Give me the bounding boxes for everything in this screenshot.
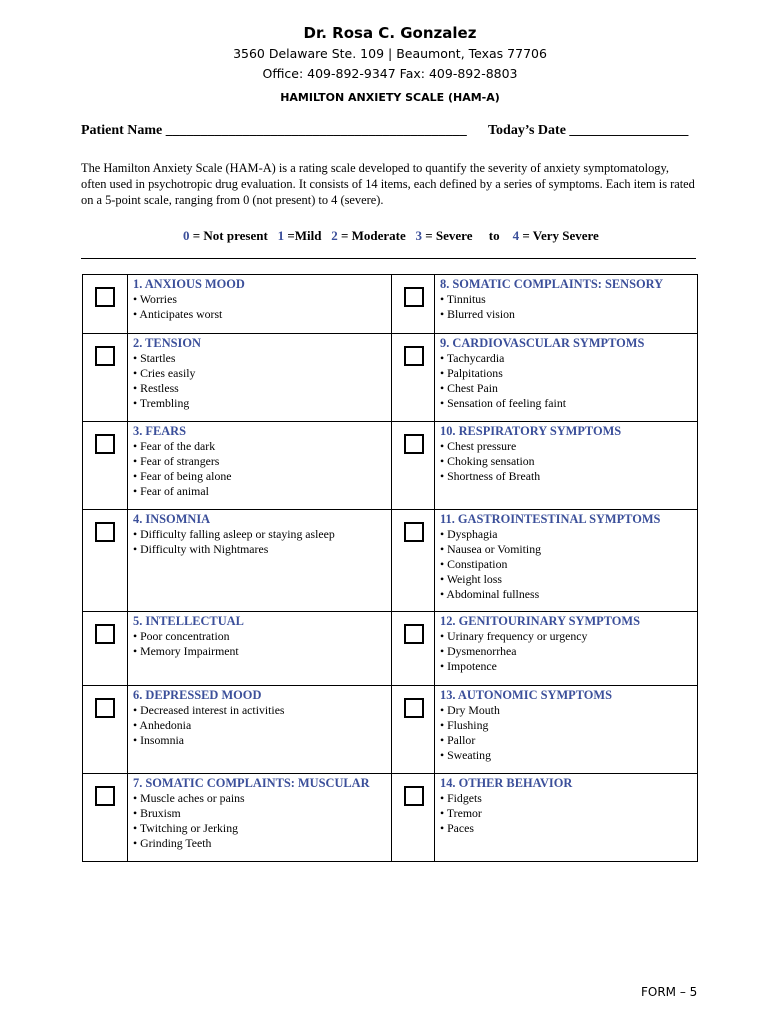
- symptom-item: • Weight loss: [440, 572, 502, 586]
- table-row: [83, 510, 698, 612]
- item-title: 6. DEPRESSED MOOD: [133, 688, 262, 702]
- item-cell: [435, 686, 698, 774]
- item-cell: [435, 510, 698, 612]
- table-row: [83, 686, 698, 774]
- symptom-item: • Difficulty with Nightmares: [133, 542, 269, 556]
- legend-to: to: [488, 228, 500, 243]
- symptom-item: • Tinnitus: [440, 292, 486, 306]
- item-checkbox[interactable]: [404, 624, 424, 644]
- symptom-item: • Anhedonia: [133, 718, 192, 732]
- symptom-item: • Trembling: [133, 396, 190, 410]
- symptom-item: • Constipation: [440, 557, 508, 571]
- symptom-item: • Restless: [133, 381, 179, 395]
- item-cell: [128, 612, 392, 686]
- checkbox-cell: [83, 510, 128, 612]
- table-row: [83, 422, 698, 510]
- symptom-item: • Worries: [133, 292, 177, 306]
- symptom-item: • Cries easily: [133, 366, 196, 380]
- symptom-item: • Twitching or Jerking: [133, 821, 238, 835]
- todays-date-group: [488, 123, 688, 139]
- item-title: 7. SOMATIC COMPLAINTS: MUSCULAR: [133, 776, 370, 790]
- item-checkbox[interactable]: [404, 698, 424, 718]
- item-cell: [435, 774, 698, 862]
- item-checkbox[interactable]: [95, 346, 115, 366]
- item-title: 10. RESPIRATORY SYMPTOMS: [440, 424, 622, 438]
- checkbox-cell: [83, 686, 128, 774]
- item-title: 13. AUTONOMIC SYMPTOMS: [440, 688, 612, 702]
- item-checkbox[interactable]: [95, 522, 115, 542]
- checkbox-cell: [83, 275, 128, 334]
- symptom-item: • Flushing: [440, 718, 489, 732]
- divider: [81, 258, 696, 259]
- item-title: 11. GASTROINTESTINAL SYMPTOMS: [440, 512, 661, 526]
- symptom-item: • Bruxism: [133, 806, 181, 820]
- checkbox-cell: [392, 612, 435, 686]
- legend-1-text: =Mild: [284, 228, 322, 243]
- symptom-item: • Paces: [440, 821, 474, 835]
- item-checkbox[interactable]: [95, 287, 115, 307]
- item-checkbox[interactable]: [95, 698, 115, 718]
- symptom-item: • Grinding Teeth: [133, 836, 212, 850]
- symptom-item: • Fear of strangers: [133, 454, 220, 468]
- todays-date-label: Today’s Date: [488, 123, 566, 138]
- clinic-address: 3560 Delaware Ste. 109 | Beaumont, Texas 77706: [233, 46, 547, 61]
- item-checkbox[interactable]: [404, 287, 424, 307]
- checkbox-cell: [83, 612, 128, 686]
- symptom-item: • Fear of animal: [133, 484, 209, 498]
- legend-3-number: 3: [415, 228, 422, 243]
- legend-4-text: = Very Severe: [519, 228, 599, 243]
- legend-2-text: = Moderate: [337, 228, 406, 243]
- item-cell: [128, 275, 392, 334]
- symptom-item: • Nausea or Vomiting: [440, 542, 542, 556]
- symptom-item: • Startles: [133, 351, 176, 365]
- patient-name-label: Patient Name: [81, 123, 163, 138]
- item-checkbox[interactable]: [95, 786, 115, 806]
- item-title: 8. SOMATIC COMPLAINTS: SENSORY: [440, 277, 664, 291]
- item-cell: [128, 510, 392, 612]
- symptom-item: • Abdominal fullness: [440, 587, 540, 601]
- item-title: 12. GENITOURINARY SYMPTOMS: [440, 614, 641, 628]
- symptom-item: • Tremor: [440, 806, 482, 820]
- symptom-item: • Tachycardia: [440, 351, 505, 365]
- symptom-item: • Difficulty falling asleep or staying asleep: [133, 527, 335, 541]
- item-checkbox[interactable]: [404, 522, 424, 542]
- symptom-item: • Choking sensation: [440, 454, 535, 468]
- item-cell: [128, 334, 392, 422]
- symptom-item: • Blurred vision: [440, 307, 515, 321]
- symptom-item: • Sensation of feeling faint: [440, 396, 566, 410]
- rating-legend: [183, 228, 599, 244]
- symptom-item: • Fear of the dark: [133, 439, 216, 453]
- legend-0-number: 0: [183, 228, 190, 243]
- item-cell: [128, 774, 392, 862]
- item-title: 4. INSOMNIA: [133, 512, 211, 526]
- symptom-item: • Impotence: [440, 659, 497, 673]
- checkbox-cell: [83, 334, 128, 422]
- item-checkbox[interactable]: [404, 786, 424, 806]
- item-title: 9. CARDIOVASCULAR SYMPTOMS: [440, 336, 645, 350]
- patient-line: [81, 123, 701, 139]
- checkbox-cell: [392, 774, 435, 862]
- symptom-item: • Pallor: [440, 733, 476, 747]
- symptom-item: • Muscle aches or pains: [133, 791, 245, 805]
- symptom-item: • Dry Mouth: [440, 703, 500, 717]
- item-title: 14. OTHER BEHAVIOR: [440, 776, 573, 790]
- checkbox-cell: [392, 334, 435, 422]
- form-number: FORM – 5: [641, 985, 698, 999]
- symptom-item: • Dysmenorrhea: [440, 644, 517, 658]
- legend-3-text: = Severe: [422, 228, 473, 243]
- item-checkbox[interactable]: [95, 624, 115, 644]
- item-title: 1. ANXIOUS MOOD: [133, 277, 245, 291]
- item-cell: [128, 422, 392, 510]
- table-row: [83, 275, 698, 334]
- item-cell: [435, 275, 698, 334]
- item-cell: [435, 612, 698, 686]
- item-title: 5. INTELLECTUAL: [133, 614, 244, 628]
- symptom-item: • Shortness of Breath: [440, 469, 541, 483]
- symptom-item: • Fear of being alone: [133, 469, 232, 483]
- doctor-name: Dr. Rosa C. Gonzalez: [303, 24, 477, 42]
- legend-2-number: 2: [331, 228, 338, 243]
- checkbox-cell: [83, 422, 128, 510]
- item-cell: [435, 334, 698, 422]
- legend-4-number: 4: [512, 228, 520, 243]
- item-title: 2. TENSION: [133, 336, 201, 350]
- item-checkbox[interactable]: [404, 434, 424, 454]
- table-row: [83, 774, 698, 862]
- checkbox-cell: [392, 275, 435, 334]
- legend-1-number: 1: [277, 228, 285, 243]
- item-cell: [128, 686, 392, 774]
- symptom-item: • Fidgets: [440, 791, 482, 805]
- symptom-item: • Sweating: [440, 748, 491, 762]
- symptom-item: • Memory Impairment: [133, 644, 239, 658]
- todays-date-field[interactable]: _________________: [569, 123, 689, 138]
- item-checkbox[interactable]: [404, 346, 424, 366]
- symptom-item: • Palpitations: [440, 366, 503, 380]
- patient-name-field[interactable]: ___________________________________________: [165, 123, 467, 138]
- symptom-item: • Insomnia: [133, 733, 184, 747]
- table-row: [83, 334, 698, 422]
- table-row: [83, 612, 698, 686]
- symptom-item: • Chest pressure: [440, 439, 517, 453]
- legend-0-text: = Not present: [189, 228, 268, 243]
- item-title: 3. FEARS: [133, 424, 187, 438]
- symptom-item: • Chest Pain: [440, 381, 498, 395]
- symptom-item: • Decreased interest in activities: [133, 703, 285, 717]
- symptom-item: • Poor concentration: [133, 629, 230, 643]
- symptom-item: • Anticipates worst: [133, 307, 223, 321]
- clinic-phone: Office: 409-892-9347 Fax: 409-892-8803: [262, 66, 518, 81]
- checkbox-cell: [83, 774, 128, 862]
- symptom-item: • Dysphagia: [440, 527, 498, 541]
- checkbox-cell: [392, 686, 435, 774]
- item-cell: [435, 422, 698, 510]
- symptom-item: • Urinary frequency or urgency: [440, 629, 588, 643]
- checkbox-cell: [392, 510, 435, 612]
- checkbox-cell: [392, 422, 435, 510]
- form-title: HAMILTON ANXIETY SCALE (HAM-A): [280, 91, 500, 104]
- item-checkbox[interactable]: [95, 434, 115, 454]
- scale-description: The Hamilton Anxiety Scale (HAM-A) is a rating scale developed to quantify the severity of anxiety symptomatology, often used in psychotropic drug evaluation. It consists of 14 items, each defined by a series of symptoms. Each item is rated on a 5-point scale, ranging from 0 (not present) to 4 (severe).: [81, 161, 695, 207]
- symptom-table: [82, 274, 698, 862]
